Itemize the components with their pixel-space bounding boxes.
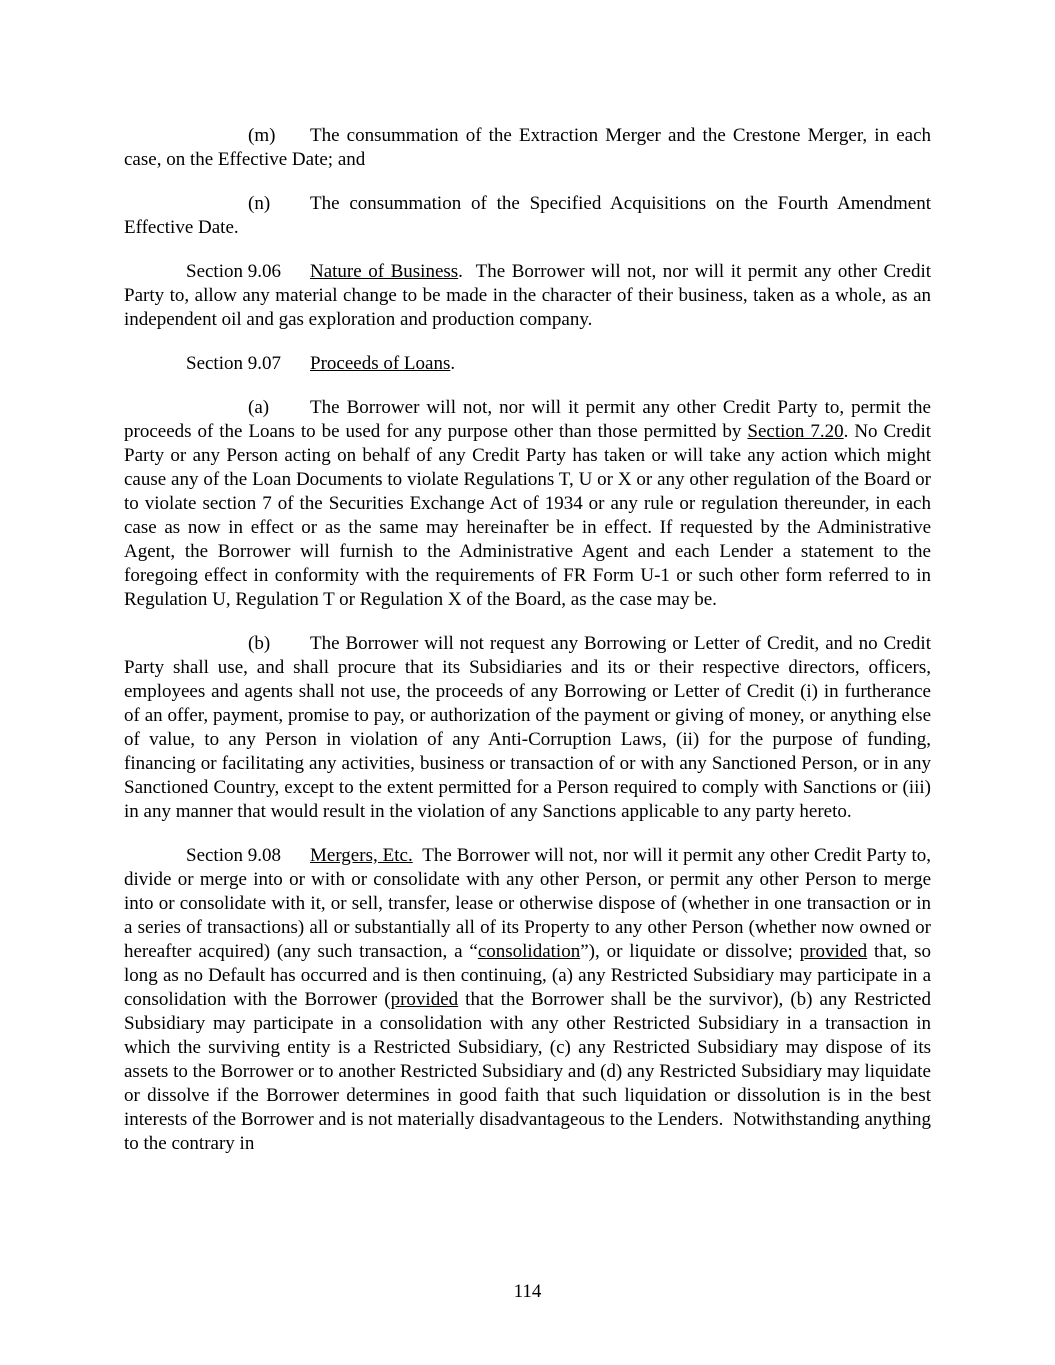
clause-text: The Borrower will not, nor will it permit any other Credit Party to, permit the proceeds of the Loans to be used for any purpose other than those permitted by (124, 397, 931, 442)
section-number: Section 9.08 (186, 845, 281, 866)
section-number: Section 9.07 (186, 353, 281, 374)
section-9-06 (124, 260, 936, 332)
clause-label: (a) (248, 397, 270, 418)
section-body: that, so long as no Default has occurred and is then continuing, (a) any Restricted Subsidiary may participate in a consolidation with the Borrower ( (124, 941, 931, 1010)
section-body: The Borrower will not, nor will it permit any other Credit Party to, divide or merge into or with or consolidate with any other Person, or permit any other Person to merge into or consolidate with it, or sell, transfer, lease or otherwise dispose of (whether in one transaction or in a series of transactions) all or substantially all of its Property to any other Person (whether now owned or hereafter acquired) (any such transaction, a “ (124, 845, 936, 962)
section-9-08 (124, 844, 936, 1156)
section-9-07-clause-b (124, 632, 931, 824)
document-body (124, 124, 936, 1176)
section-number: Section 9.06 (186, 261, 281, 282)
page-number: 114 (513, 1281, 542, 1302)
section-9-07-heading (124, 352, 931, 376)
clause-text: The consummation of the Specified Acquisitions on the Fourth Amendment Effective Date. (124, 193, 931, 238)
section-title-period: . (450, 353, 456, 374)
clause-label: (n) (248, 193, 271, 214)
section-title: Mergers, Etc. (310, 845, 413, 866)
section-body: that the Borrower shall be the survivor), (b) any Restricted Subsidiary may participate in a consolidation with any other Restricted Subsidiary in a transaction in which the surviving entity is a Restricted Subsidiary, (c) any Restricted Subsidiary may dispose of its assets to the Borrower or to another Restricted Subsidiary and (d) any Restricted Subsidiary may liquidate or dissolve if the Borrower determines in good faith that such liquidation or dissolution is in the best interests of the Borrower and is not materially disadvantageous to the Lenders. Notwithstanding anything to the contrary in (124, 989, 936, 1154)
section-9-07-clause-a (124, 396, 931, 612)
section-title: Proceeds of Loans (310, 353, 451, 374)
clause-label: (b) (248, 633, 271, 654)
clause-label: (m) (248, 125, 276, 146)
clause-text: The consummation of the Extraction Merger and the Crestone Merger, in each case, on the Effective Date; and (124, 125, 931, 170)
clause-text: The Borrower will not request any Borrowing or Letter of Credit, and no Credit Party shall use, and shall procure that its Subsidiaries and its or their respective directors, officers, employees and agents shall not use, the proceeds of any Borrowing or Letter of Credit (i) in furtherance of an offer, payment, promise to pay, or authorization of the payment or giving of money, or anything else of value, to any Person in violation of any Anti-Corruption Laws, (ii) for the purpose of funding, financing or facilitating any activities, business or transaction of or with any Sanctioned Person, or in any Sanctioned Country, except to the extent permitted for a Person required to comply with Sanctions or (iii) in any manner that would result in the violation of any Sanctions applicable to any party hereto. (124, 633, 931, 822)
clause-m (124, 124, 931, 172)
section-body: ”), or liquidate or dissolve; (580, 941, 800, 962)
section-title-period: . (458, 261, 463, 282)
section-title: Nature of Business (310, 261, 459, 282)
section-body: The Borrower will not, nor will it permit any other Credit Party to, allow any material change to be made in the character of their business, taken as a whole, as an independent oil and gas exploration and production company. (124, 261, 936, 330)
proviso-term: provided (799, 941, 868, 962)
section-reference: Section 7.20 (747, 421, 844, 442)
clause-n (124, 192, 931, 240)
proviso-term: provided (390, 989, 459, 1010)
defined-term: consolidation (477, 941, 581, 962)
clause-text: . No Credit Party or any Person acting on behalf of any Credit Party has taken or will take any action which might cause any of the Loan Documents to violate Regulations T, U or X or any other regulation of the Board or to violate section 7 of the Securities Exchange Act of 1934 or any rule or regulation thereunder, in each case as now in effect or as the same may hereinafter be in effect. If requested by the Administrative Agent, the Borrower will furnish to the Administrative Agent and each Lender a statement to the foregoing effect in conformity with the requirements of FR Form U-1 or such other form referred to in Regulation U, Regulation T or Regulation X of the Board, as the case may be. (124, 421, 931, 610)
